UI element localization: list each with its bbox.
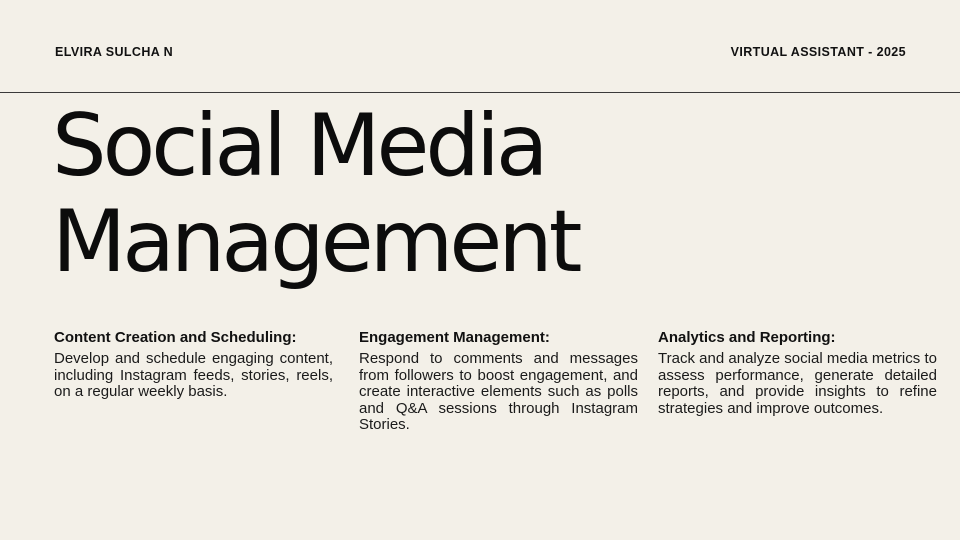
page-title	[52, 98, 579, 290]
author-name: ELVIRA SULCHA N	[55, 45, 174, 59]
section-content-creation	[54, 328, 333, 401]
page-title-line-2: Management	[52, 192, 579, 292]
section-heading: Analytics and Reporting:	[658, 329, 836, 346]
section-heading: Engagement Management:	[359, 329, 550, 346]
document-subtitle: VIRTUAL ASSISTANT - 2025	[730, 45, 906, 59]
section-body: Track and analyze social media metrics to assess performance, generate detailed reports, and provide insights to refine strategies and improve outcomes.	[658, 350, 937, 417]
section-heading: Content Creation and Scheduling:	[54, 329, 297, 346]
header-divider	[0, 92, 960, 93]
section-body: Develop and schedule engaging content, including Instagram feeds, stories, reels, on a regular weekly basis.	[54, 350, 333, 400]
section-body: Respond to comments and messages from followers to boost engagement, and create interactive elements such as polls and Q&A sessions through Instagram Stories.	[359, 350, 638, 433]
section-engagement	[359, 328, 638, 434]
section-analytics	[658, 328, 937, 417]
page-title-line-1: Social Media	[52, 96, 545, 196]
